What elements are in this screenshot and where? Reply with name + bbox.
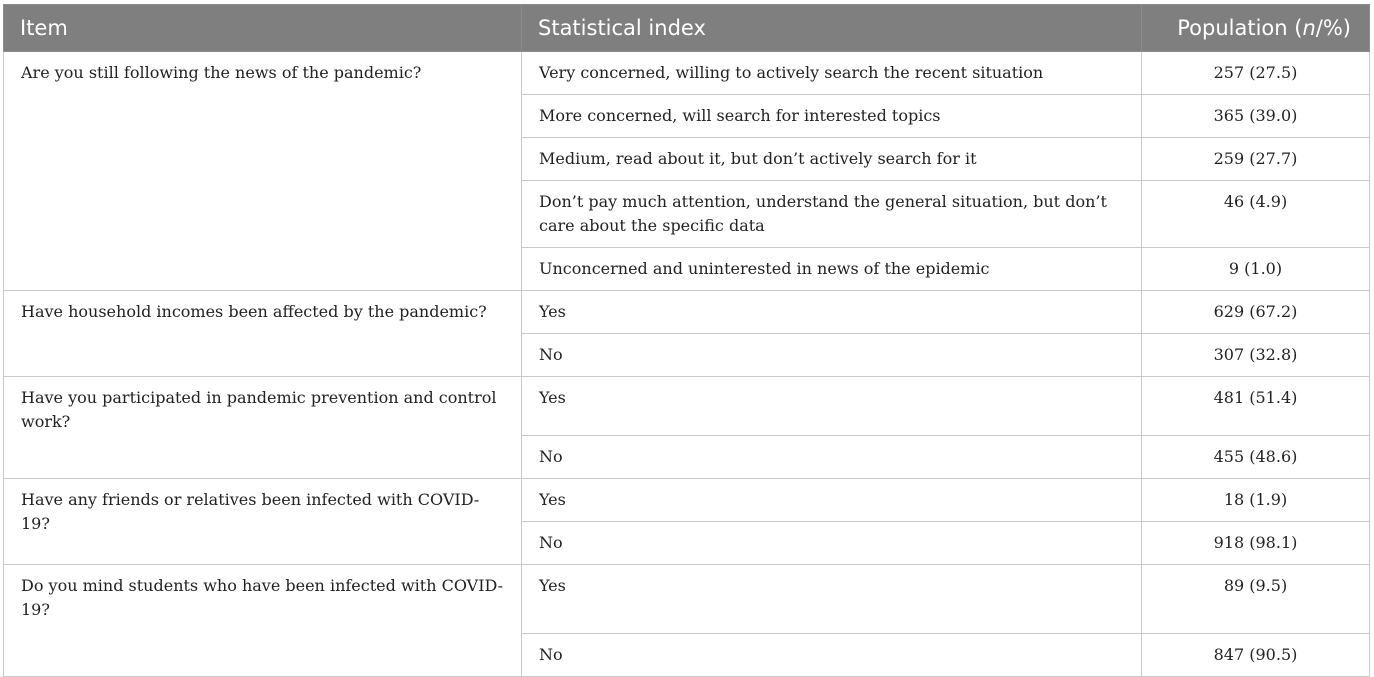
index-cell: Unconcerned and uninterested in news of the epidemic [522, 248, 1142, 291]
header-statistical-index: Statistical index [522, 5, 1142, 52]
population-cell: 9 (1.0) [1142, 248, 1370, 291]
population-cell: 365 (39.0) [1142, 95, 1370, 138]
population-cell: 629 (67.2) [1142, 291, 1370, 334]
index-cell: Don’t pay much attention, understand the general situation, but don’t care about the specific data [522, 181, 1142, 248]
index-cell: Yes [522, 291, 1142, 334]
survey-table [3, 4, 1370, 677]
population-cell: 847 (90.5) [1142, 634, 1370, 677]
index-cell: Very concerned, willing to actively search the recent situation [522, 52, 1142, 95]
population-cell: 481 (51.4) [1142, 377, 1370, 436]
index-cell: Medium, read about it, but don’t actively search for it [522, 138, 1142, 181]
index-cell: No [522, 436, 1142, 479]
population-cell: 46 (4.9) [1142, 181, 1370, 248]
item-cell: Have any friends or relatives been infected with COVID-19? [4, 479, 522, 565]
population-cell: 307 (32.8) [1142, 334, 1370, 377]
table-row [4, 291, 1370, 334]
index-cell: More concerned, will search for interested topics [522, 95, 1142, 138]
population-cell: 18 (1.9) [1142, 479, 1370, 522]
table-row [4, 52, 1370, 95]
index-cell: Yes [522, 479, 1142, 522]
item-cell: Do you mind students who have been infected with COVID-19? [4, 565, 522, 677]
index-cell: No [522, 522, 1142, 565]
header-population-n: n [1302, 16, 1316, 40]
header-item: Item [4, 5, 522, 52]
item-cell: Are you still following the news of the pandemic? [4, 52, 522, 291]
table-row [4, 377, 1370, 436]
header-population-prefix: Population ( [1177, 16, 1303, 40]
header-population-suffix: /%) [1315, 16, 1351, 40]
index-cell: Yes [522, 377, 1142, 436]
population-cell: 257 (27.5) [1142, 52, 1370, 95]
header-row [4, 5, 1370, 52]
index-cell: No [522, 634, 1142, 677]
index-cell: Yes [522, 565, 1142, 634]
header-population [1142, 5, 1370, 52]
population-cell: 259 (27.7) [1142, 138, 1370, 181]
item-cell: Have you participated in pandemic prevention and control work? [4, 377, 522, 479]
population-cell: 89 (9.5) [1142, 565, 1370, 634]
index-cell: No [522, 334, 1142, 377]
table-row [4, 479, 1370, 522]
population-cell: 918 (98.1) [1142, 522, 1370, 565]
table-row [4, 565, 1370, 634]
population-cell: 455 (48.6) [1142, 436, 1370, 479]
item-cell: Have household incomes been affected by the pandemic? [4, 291, 522, 377]
